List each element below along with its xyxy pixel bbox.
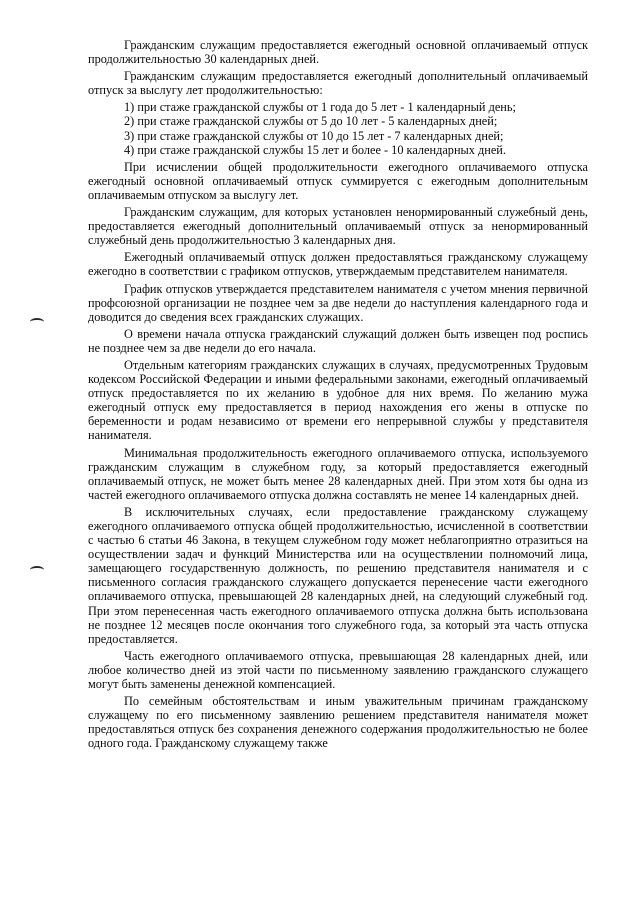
- paragraph-unpaid-leave: По семейным обстоятельствам и иным уважительным причинам гражданскому служащему по его письменному заявлению решением представителя нанимателя может предоставляться отпуск без сохранения денежного содержания продолжительностью не более одного года. Гражданскому служащему также: [88, 694, 588, 751]
- seniority-leave-list: [88, 100, 588, 156]
- paragraph-leave-notice: О времени начала отпуска гражданский служащий должен быть извещен под роспись не позднее чем за две недели до его начала.: [88, 326, 588, 355]
- paragraph-irregular-day-leave: Гражданским служащим, для которых установлен ненормированный служебный день, предоставляется ежегодный дополнительный оплачиваемый отпуск за ненормированный служебный день продолжительностью 3 календарных дня.: [88, 205, 588, 248]
- paragraph-schedule-approval: График отпусков утверждается представителем нанимателя с учетом мнения первичной профсоюзной организации не позднее чем за две недели до наступления календарного года и доводится до сведения всех гражданских служащих.: [88, 281, 588, 324]
- paragraph-annual-basic-leave: Гражданским служащим предоставляется ежегодный основной оплачиваемый отпуск продолжительностью 30 календарных дней.: [88, 38, 588, 67]
- document-page: [88, 38, 588, 754]
- paragraph-leave-summation: При исчислении общей продолжительности ежегодного оплачиваемого отпуска ежегодный основной оплачиваемый отпуск суммируется с ежегодным дополнительным оплачиваемым отпуском за выслугу лет.: [88, 159, 588, 202]
- paragraph-exceptional-transfer: В исключительных случаях, если предоставление гражданскому служащему ежегодного оплачиваемого отпуска общей продолжительностью, исчисленной в соответствии с частью 6 статьи 46 Закона, в текущем служебном году может неблагоприятно отразиться на осуществлении задач и функций Министерства или на осуществлении полномочий лица, замещающего государственную должность, по решению представителя нанимателя и с письменного согласия гражданского служащего допускается перенесение части ежегодного оплачиваемого отпуска, превышающей 28 календарных дней, на следующий служебный год. При этом перенесенная часть ежегодного оплачиваемого отпуска должна быть использована не позднее 12 месяцев после окончания того служебного года, за который эта часть отпуска предоставляется.: [88, 504, 588, 646]
- list-item: 2) при стаже гражданской службы от 5 до 10 лет - 5 календарных дней;: [124, 114, 498, 129]
- paragraph-special-categories: Отдельным категориям гражданских служащих в случаях, предусмотренных Трудовым кодексом Российской Федерации и иными федеральными законами, ежегодный оплачиваемый отпуск предоставляется по их желанию в удобное для них время. По желанию мужа ежегодный отпуск ему предоставляется в период нахождения его жены в отпуске по беременности и родам независимо от времени его непрерывной службы у представителя нанимателя.: [88, 357, 588, 443]
- margin-mark: [30, 318, 44, 326]
- paragraph-minimum-duration: Минимальная продолжительность ежегодного оплачиваемого отпуска, используемого гражданским служащим в служебном году, за который предоставляется ежегодный оплачиваемый отпуск, не может быть менее 28 календарных дней. При этом хотя бы одна из частей ежегодного оплачиваемого отпуска должна составлять не менее 14 календарных дней.: [88, 445, 588, 502]
- paragraph-monetary-compensation: Часть ежегодного оплачиваемого отпуска, превышающая 28 календарных дней, или любое количество дней из этой части по письменному заявлению гражданского служащего могут быть заменены денежной компенсацией.: [88, 648, 588, 692]
- paragraph-leave-schedule: Ежегодный оплачиваемый отпуск должен предоставляться гражданскому служащему ежегодно в соответствии с графиком отпусков, утверждаемым представителем нанимателя.: [88, 250, 588, 279]
- paragraph-additional-leave-intro: Гражданским служащим предоставляется ежегодный дополнительный оплачиваемый отпуск за выслугу лет продолжительностью:: [88, 69, 588, 98]
- list-item: 1) при стаже гражданской службы от 1 года до 5 лет - 1 календарный день;: [124, 100, 516, 115]
- list-item: 3) при стаже гражданской службы от 10 до 15 лет - 7 календарных дней;: [124, 128, 504, 143]
- list-item: 4) при стаже гражданской службы 15 лет и более - 10 календарных дней.: [124, 142, 506, 157]
- margin-mark: [30, 566, 44, 574]
